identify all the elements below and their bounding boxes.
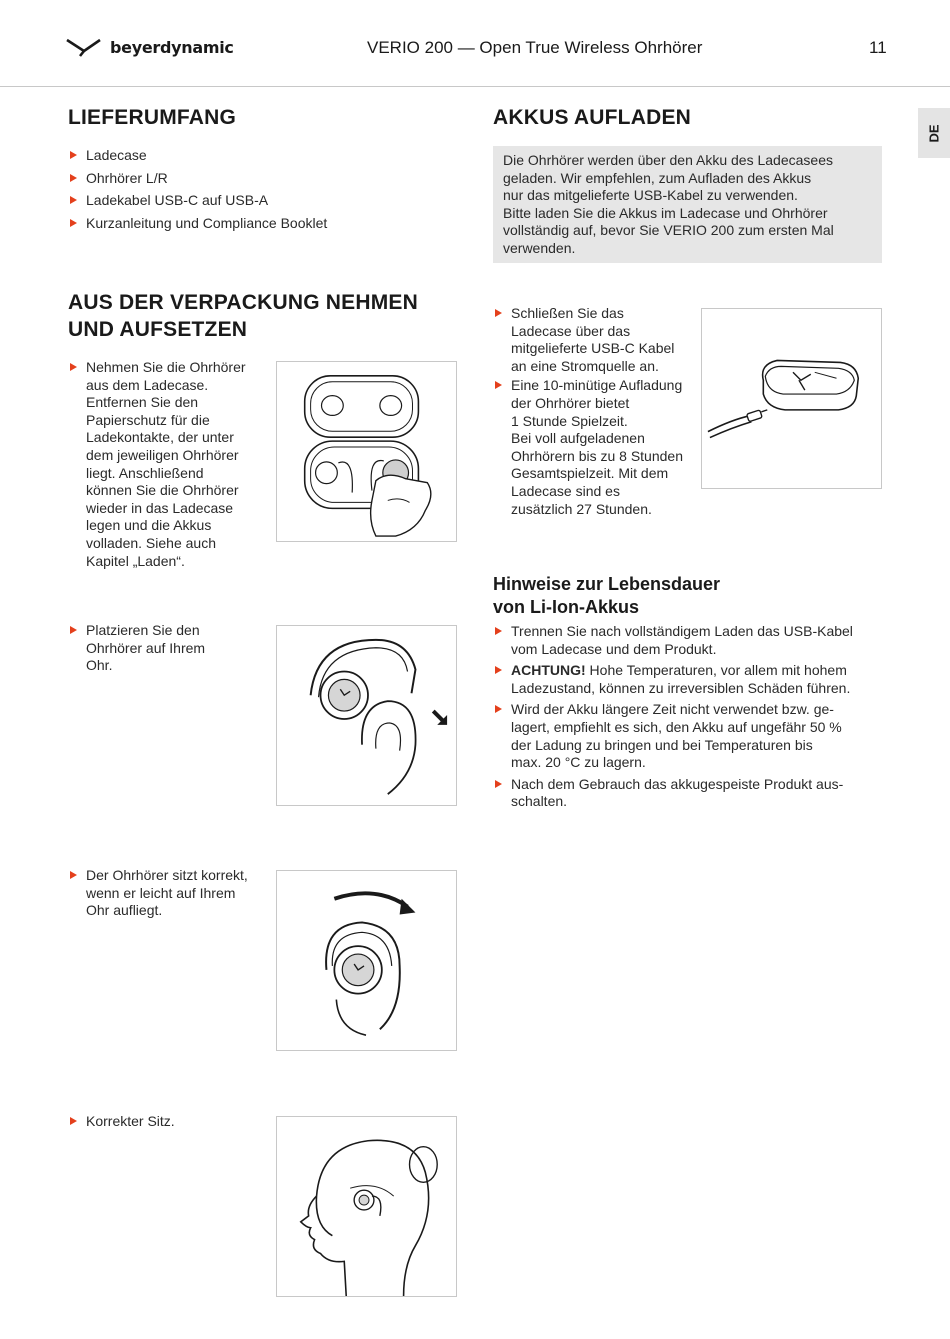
triangle-bullet-icon: [70, 363, 77, 371]
language-tab-label: DE: [926, 123, 942, 143]
list-item: Ohrhörer L/R: [68, 170, 438, 188]
list-item: Nach dem Gebrauch das akkugespeiste Produkt aus- schalten.: [493, 776, 888, 811]
lieferumfang-heading: LIEFERUMFANG: [68, 106, 237, 129]
list-item: Der Ohrhörer sitzt korrekt, wenn er leicht auf Ihrem Ohr aufliegt.: [68, 867, 268, 920]
place-earbud-illustration: [276, 625, 457, 806]
triangle-bullet-icon: [495, 780, 502, 788]
charging-case-cable-illustration: [701, 308, 882, 489]
triangle-bullet-icon: [70, 626, 77, 634]
open-case-illustration: [276, 361, 457, 542]
auspacken-step-1: [68, 359, 268, 572]
triangle-bullet-icon: [495, 381, 502, 389]
auspacken-step-2: [68, 622, 268, 675]
page-number: 11: [869, 38, 887, 57]
language-tab: [918, 108, 950, 158]
brand-name: beyerdynamic: [110, 37, 234, 57]
triangle-bullet-icon: [70, 174, 77, 182]
list-item: Eine 10-minütige Aufladung der Ohrhörer bietet 1 Stunde Spielzeit. Bei voll aufgeladenen Ohrhörern bis zu 8 Stunden Gesamtspielzeit. Mit dem Ladecase sind es zusätzlich 27 Stunden.: [493, 377, 703, 518]
auspacken-step-3: [68, 867, 268, 920]
triangle-bullet-icon: [70, 1117, 77, 1125]
lebensdauer-list: [493, 623, 888, 815]
warning-label: ACHTUNG!: [511, 662, 586, 679]
akkus-heading: AKKUS AUFLADEN: [493, 106, 692, 129]
list-item: Korrekter Sitz.: [68, 1113, 268, 1131]
lebensdauer-heading: Hinweise zur Lebensdauer von Li-Ion-Akkus: [493, 574, 721, 617]
triangle-bullet-icon: [495, 666, 502, 674]
earbud-fit-illustration: [276, 870, 457, 1051]
list-item: Ladekabel USB-C auf USB-A: [68, 192, 438, 210]
note-text: Die Ohrhörer werden über den Akku des Ladecasees geladen. Wir empfehlen, zum Aufladen des Akkus nur das mitgelieferte USB-Kabel zu verwenden. Bitte laden Sie die Akkus im Ladecase und Ohrhörer vollständig auf, bevor Sie VERIO 200 zum ersten Mal verwenden.: [503, 152, 834, 256]
triangle-bullet-icon: [70, 219, 77, 227]
triangle-bullet-icon: [70, 196, 77, 204]
head-profile-illustration: [276, 1116, 457, 1297]
triangle-bullet-icon: [70, 871, 77, 879]
auspacken-heading: AUS DER VERPACKUNG NEHMEN UND AUFSETZEN: [68, 291, 418, 341]
triangle-bullet-icon: [495, 309, 502, 317]
akkus-steps: [493, 305, 703, 520]
list-item: Wird der Akku längere Zeit nicht verwendet bzw. ge- lagert, empfiehlt es sich, den Akku auf ungefähr 50 % der Ladung zu bringen und bei Temperaturen bis max. 20 °C zu lagern.: [493, 701, 888, 771]
page-header: [0, 0, 950, 87]
auspacken-step-4: [68, 1113, 268, 1131]
list-item: Schließen Sie das Ladecase über das mitgelieferte USB-C Kabel an eine Stromquelle an.: [493, 305, 703, 375]
list-item: Ladecase: [68, 147, 438, 165]
document-title: VERIO 200 — Open True Wireless Ohrhörer: [367, 38, 703, 57]
charging-note-box: [493, 146, 882, 263]
list-item: Platzieren Sie den Ohrhörer auf Ihrem Ohr.: [68, 622, 268, 675]
brand-logo: [66, 37, 234, 57]
list-item: Nehmen Sie die Ohrhörer aus dem Ladecase. Entfernen Sie den Papierschutz für die Ladekontakte, der unter dem jeweiligen Ohrhörer liegt. Anschließend können Sie die Ohrhörer wieder in das Ladecase legen und die Akkus volladen. Siehe auch Kapitel „Laden“.: [68, 359, 268, 570]
list-item: ACHTUNG! Hohe Temperaturen, vor allem mit hohem Ladezustand, können zu irreversiblen Schäden führen.: [493, 662, 888, 697]
triangle-bullet-icon: [495, 705, 502, 713]
lieferumfang-list: [68, 147, 438, 237]
list-item: Kurzanleitung und Compliance Booklet: [68, 215, 438, 233]
beyerdynamic-logo-icon: [66, 37, 102, 57]
triangle-bullet-icon: [495, 627, 502, 635]
triangle-bullet-icon: [70, 151, 77, 159]
list-item: Trennen Sie nach vollständigem Laden das USB-Kabel vom Ladecase und dem Produkt.: [493, 623, 888, 658]
